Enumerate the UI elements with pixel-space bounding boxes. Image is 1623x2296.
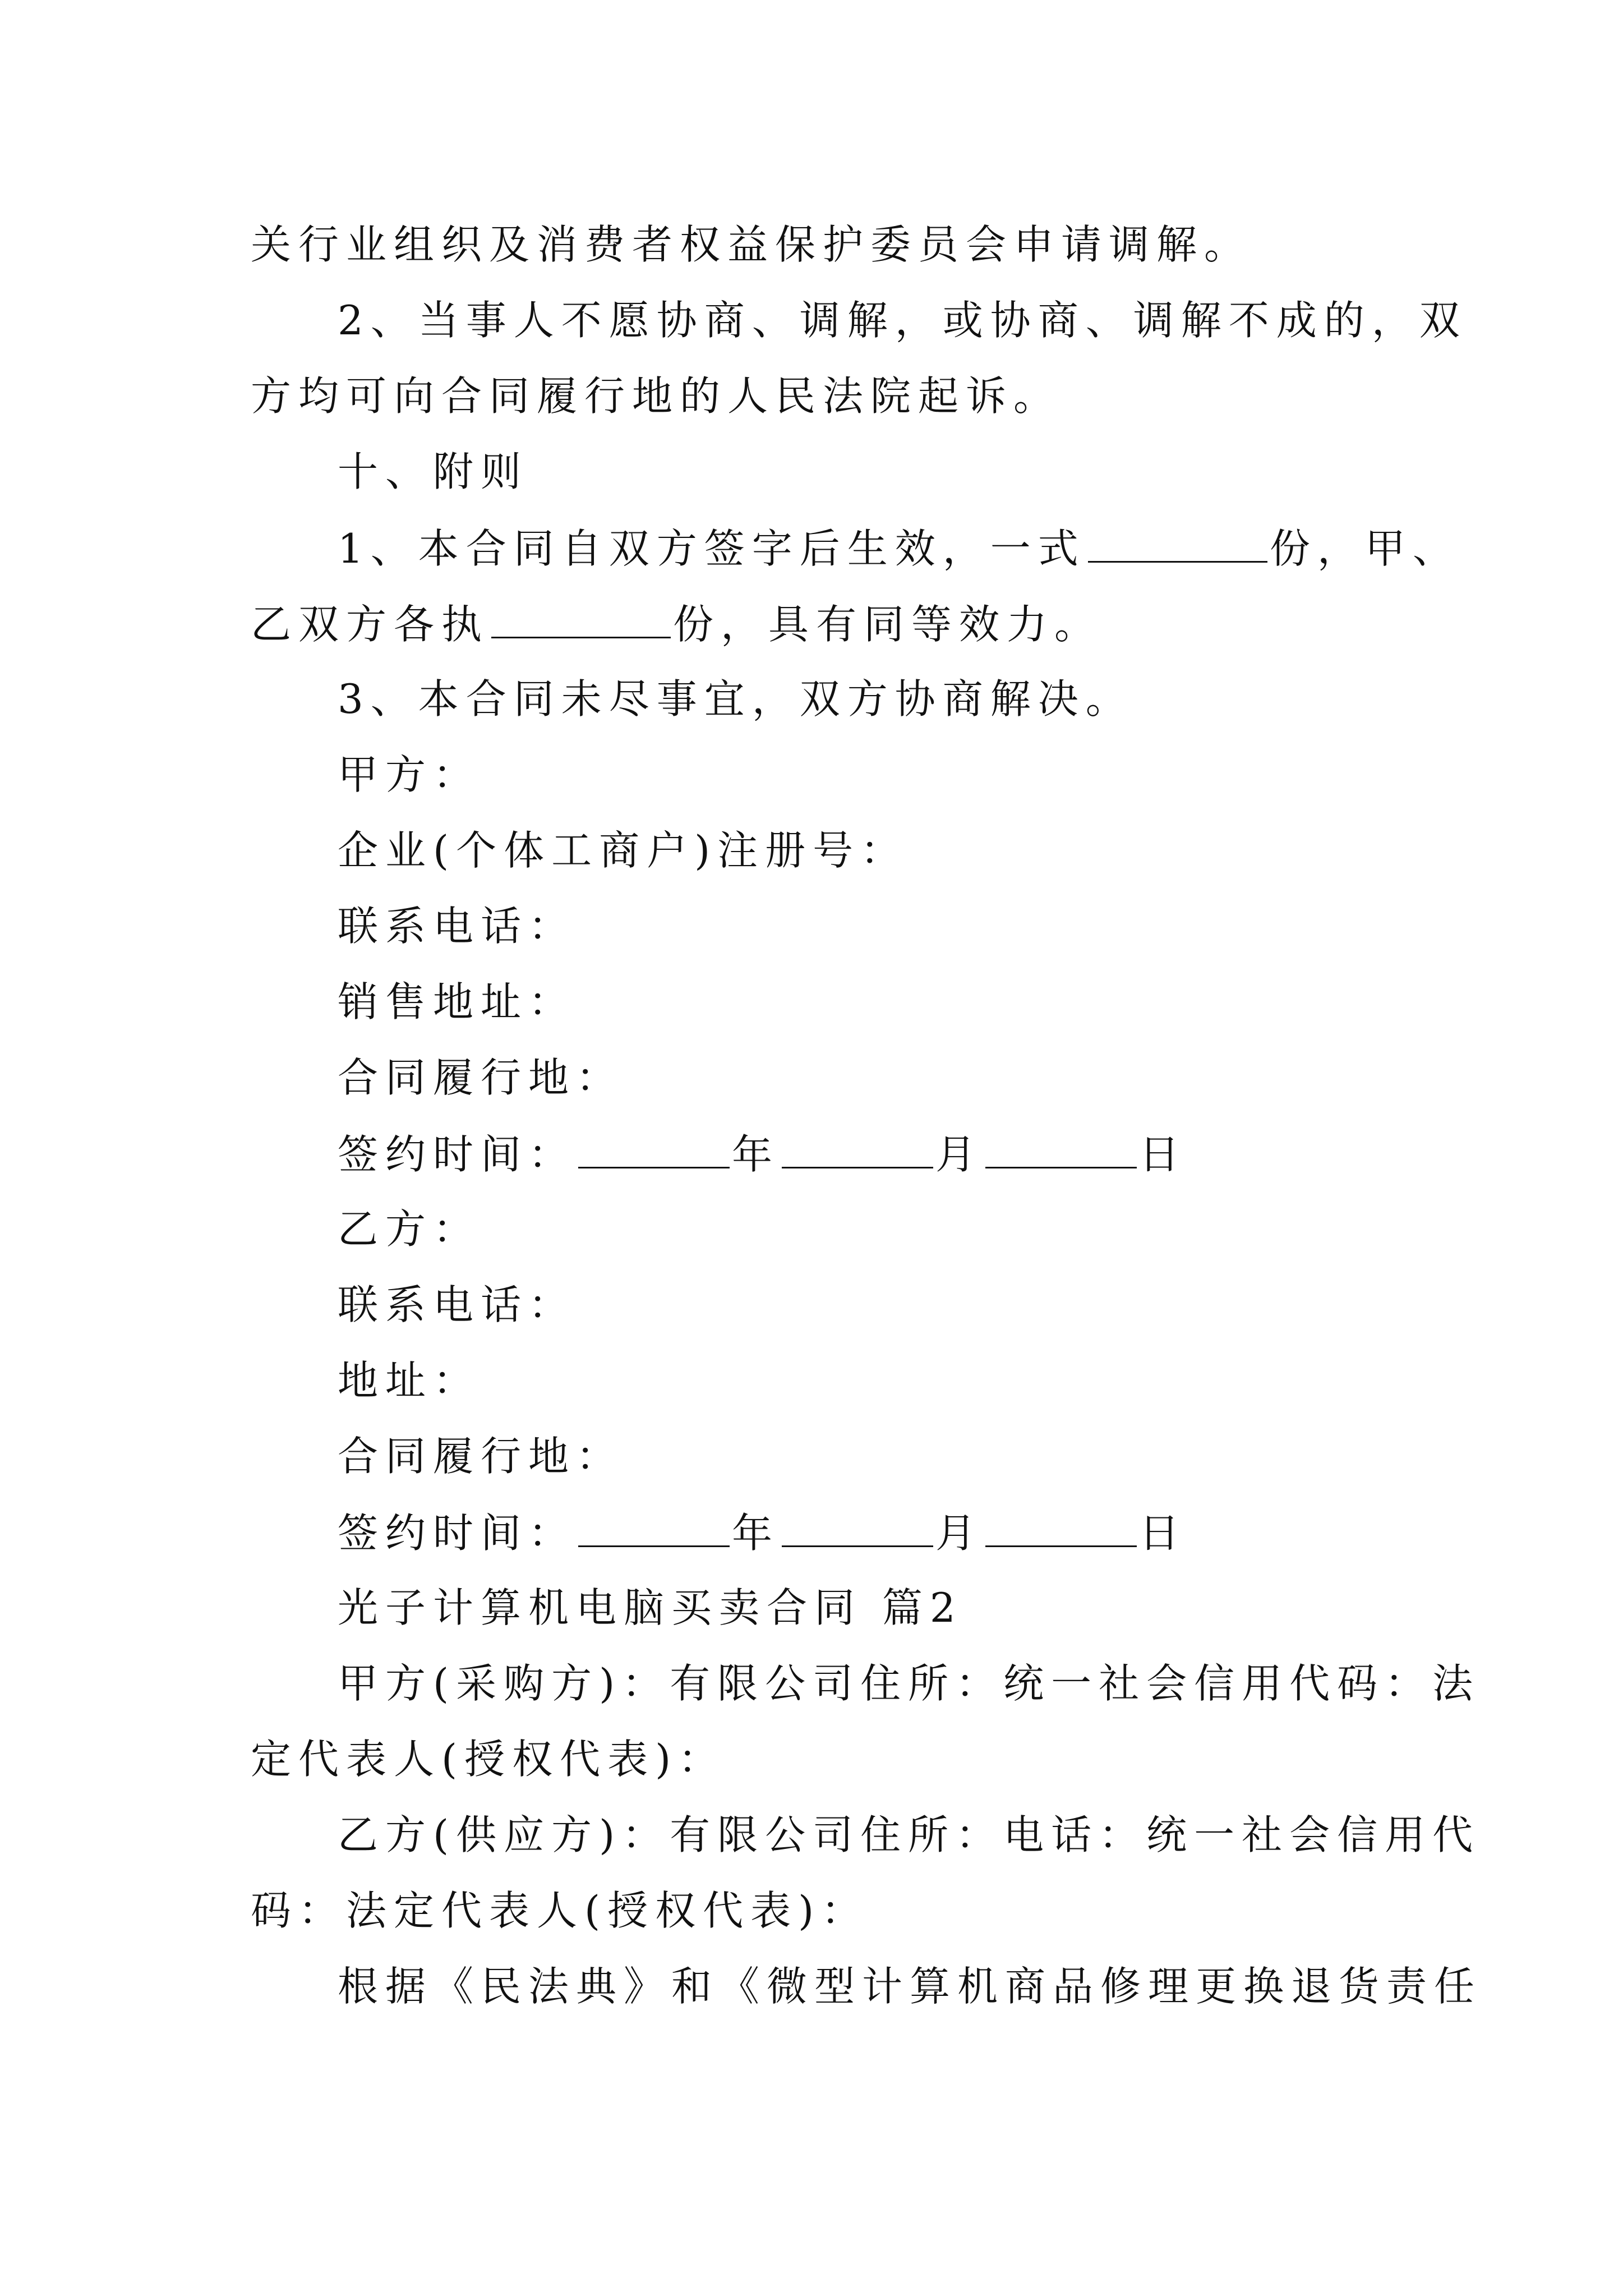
line-text: 码：法定代表人(授权代表)： <box>251 1887 869 1934</box>
line-text: 签约时间： <box>338 1131 577 1178</box>
paragraph-line <box>338 1660 1481 1707</box>
signing-date-line <box>338 1510 1187 1557</box>
line-text: 2、当事人不愿协商、调解，或协商、调解不成的，双 <box>338 297 1467 344</box>
line-text: 签约时间： <box>338 1510 577 1557</box>
line-text: 日 <box>1139 1131 1187 1178</box>
line-text: 乙方(供应方)：有限公司住所：电话：统一社会信用代 <box>338 1811 1481 1858</box>
signature-field-label <box>338 827 909 874</box>
section-heading <box>338 448 529 495</box>
line-text: 方均可向合同履行地的人民法院起诉。 <box>251 372 1062 420</box>
paragraph-line <box>251 1736 726 1783</box>
line-text: 日 <box>1139 1510 1187 1557</box>
line-text: 十、附则 <box>338 448 529 495</box>
line-text: 份，甲、 <box>1269 525 1460 572</box>
month-blank[interactable] <box>782 1512 933 1547</box>
signature-field-label <box>338 903 577 950</box>
signature-field-label <box>338 978 577 1025</box>
line-text: 地址： <box>338 1357 481 1404</box>
day-blank[interactable] <box>985 1133 1137 1168</box>
signature-field-label <box>338 1357 481 1404</box>
line-text: 合同履行地： <box>338 1054 624 1101</box>
line-text: 关行业组织及消费者权益保护委员会申请调解。 <box>251 221 1252 268</box>
line-text: 乙双方各执 <box>251 601 490 648</box>
signature-field-label <box>338 751 481 798</box>
line-text: 根据《民法典》和《微型计算机商品修理更换退货责任 <box>338 1963 1482 2010</box>
year-blank[interactable] <box>578 1512 730 1547</box>
fill-in-blank[interactable] <box>1088 527 1267 563</box>
signing-date-line <box>338 1131 1187 1178</box>
line-text: 联系电话： <box>338 1281 577 1328</box>
line-text: 3、本合同未尽事宜，双方协商解决。 <box>338 675 1133 723</box>
paragraph-line <box>338 1811 1481 1858</box>
paragraph-line <box>251 221 1252 268</box>
line-text: 销售地址： <box>338 978 577 1025</box>
line-text: 月 <box>935 1131 984 1178</box>
day-blank[interactable] <box>985 1512 1137 1547</box>
line-text: 联系电话： <box>338 903 577 950</box>
line-text: 1、本合同自双方签字后生效，一式 <box>338 525 1086 572</box>
line-text: 光子计算机电脑买卖合同 篇2 <box>338 1584 963 1631</box>
line-text: 份，具有同等效力。 <box>673 601 1103 648</box>
line-text: 年 <box>732 1131 780 1178</box>
signature-field-label <box>338 1205 481 1253</box>
line-text: 定代表人(授权代表)： <box>251 1736 726 1783</box>
signature-field-label <box>338 1281 577 1328</box>
paragraph-line <box>338 675 1133 723</box>
signature-field-label <box>338 1433 624 1480</box>
line-text: 年 <box>732 1510 780 1557</box>
paragraph-line <box>251 372 1062 420</box>
line-text: 甲方： <box>338 751 481 798</box>
paragraph-line <box>251 601 1103 648</box>
paragraph-line <box>338 297 1467 344</box>
paragraph-line <box>251 1887 869 1934</box>
fill-in-blank[interactable] <box>491 603 671 638</box>
line-text: 合同履行地： <box>338 1433 624 1480</box>
month-blank[interactable] <box>782 1133 933 1168</box>
paragraph-line <box>338 1963 1482 2010</box>
line-text: 企业(个体工商户)注册号： <box>338 827 909 874</box>
paragraph-line <box>338 525 1460 572</box>
year-blank[interactable] <box>578 1133 730 1168</box>
line-text: 甲方(采购方)：有限公司住所：统一社会信用代码：法 <box>338 1660 1481 1707</box>
document-heading <box>338 1584 963 1631</box>
line-text: 乙方： <box>338 1205 481 1253</box>
line-text: 月 <box>935 1510 984 1557</box>
signature-field-label <box>338 1054 624 1101</box>
